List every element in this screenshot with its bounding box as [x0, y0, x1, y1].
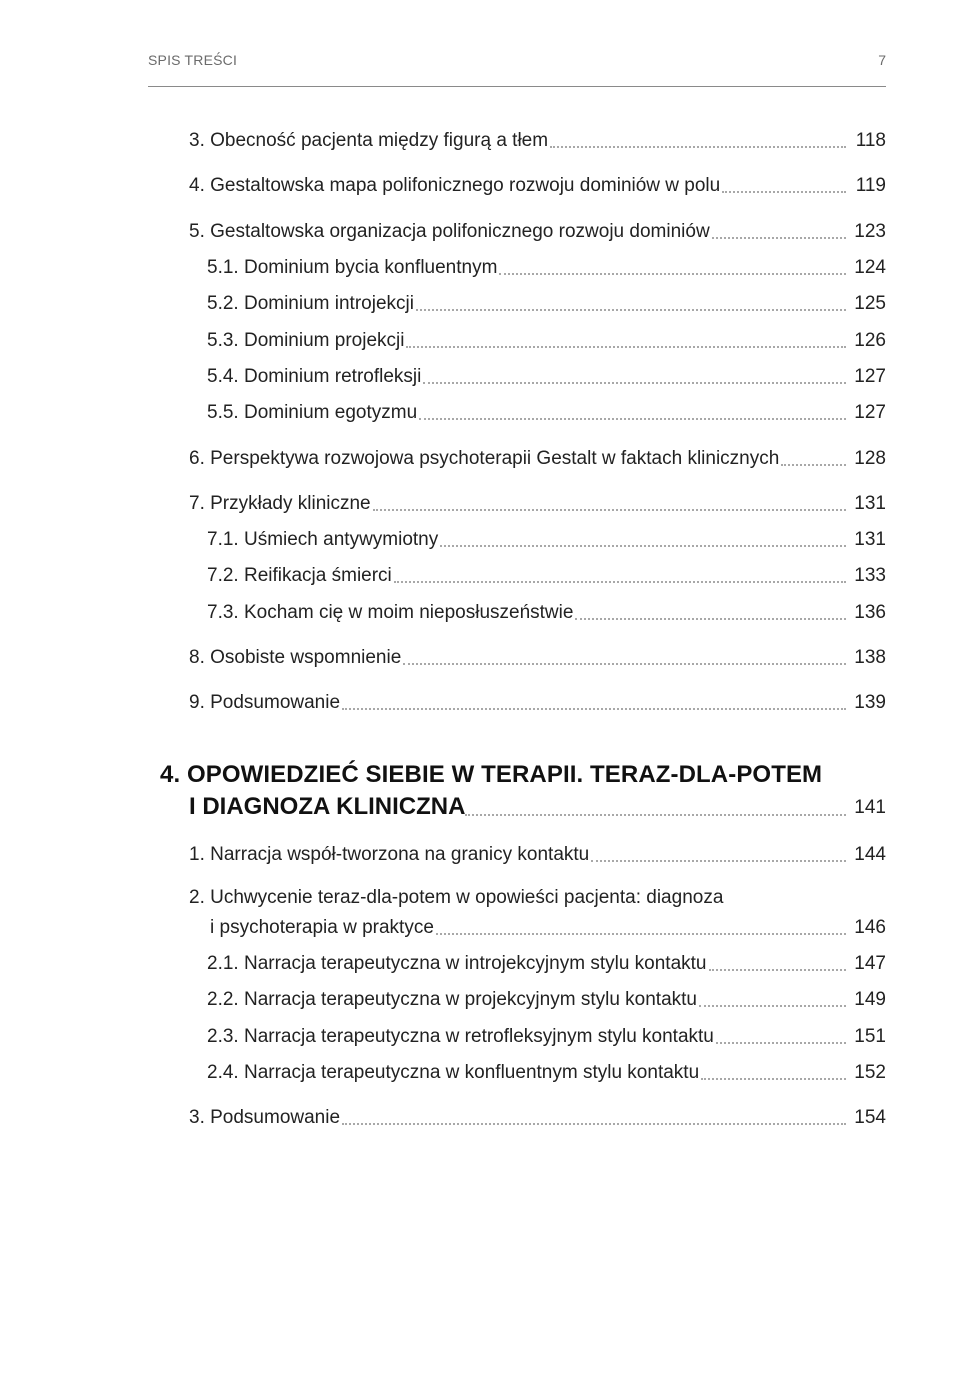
toc-entry-label: 5.1. Dominium bycia konfluentnym	[207, 257, 498, 278]
toc-entry-page: 123	[854, 221, 886, 242]
toc-subentry[interactable]	[0, 1059, 886, 1085]
toc-subentry[interactable]	[0, 1023, 886, 1049]
toc-entry-label: 1. Narracja współ-tworzona na granicy kontaktu	[189, 844, 590, 865]
toc-entry-label: 3. Obecność pacjenta między figurą a tłem	[189, 130, 549, 151]
dot-leader	[701, 1078, 846, 1080]
toc-entry-page: 131	[854, 493, 886, 514]
dot-leader	[342, 708, 846, 710]
toc-entry[interactable]	[0, 490, 886, 516]
toc-entry-label: 2.2. Narracja terapeutyczna w projekcyjnym stylu kontaktu	[207, 989, 697, 1010]
dot-leader	[419, 418, 846, 420]
toc-entry-label: i psychoterapia w praktyce	[210, 917, 434, 938]
dot-leader	[699, 1005, 846, 1007]
toc-entry-label: 7.2. Reifikacja śmierci	[207, 565, 392, 586]
toc-entry-page: 124	[854, 257, 886, 278]
toc-entry-label: 6. Perspektywa rozwojowa psychoterapii Gestalt w faktach klinicznych	[189, 448, 780, 469]
toc-entry-label: 2.1. Narracja terapeutyczna w introjekcyjnym stylu kontaktu	[207, 953, 707, 974]
dot-leader	[373, 509, 846, 511]
toc-subentry[interactable]	[0, 363, 886, 389]
toc-subentry[interactable]	[0, 986, 886, 1012]
toc-subentry[interactable]	[0, 327, 886, 353]
dot-leader	[722, 191, 846, 193]
toc-entry-page: 144	[854, 844, 886, 865]
dot-leader	[575, 618, 846, 620]
toc-entry-page: 149	[854, 989, 886, 1010]
chapter-heading-entry[interactable]	[0, 792, 886, 822]
toc-subentry[interactable]	[0, 399, 886, 425]
dot-leader	[712, 237, 846, 239]
toc-entry-label: 8. Osobiste wspomnienie	[189, 647, 402, 668]
toc-subentry[interactable]	[0, 599, 886, 625]
dot-leader	[465, 814, 846, 816]
dot-leader	[709, 969, 847, 971]
dot-leader	[591, 860, 846, 862]
toc-entry-page: 151	[854, 1026, 886, 1047]
dot-leader	[423, 382, 846, 384]
header-title: SPIS TREŚCI	[148, 52, 238, 68]
toc-entry-page: 126	[854, 330, 886, 351]
toc-subentry[interactable]	[0, 290, 886, 316]
toc-entry-label: 5.3. Dominium projekcji	[207, 330, 405, 351]
toc-entry-page: 147	[854, 953, 886, 974]
toc-entry-page: 131	[854, 529, 886, 550]
toc-entry-label: 4. Gestaltowska mapa polifonicznego rozwoju dominiów w polu	[189, 175, 721, 196]
running-header	[148, 52, 886, 72]
dot-leader	[416, 309, 846, 311]
toc-entry-page: 146	[854, 917, 886, 938]
dot-leader	[342, 1123, 846, 1125]
dot-leader	[436, 933, 846, 935]
toc-entry-label: 7.3. Kocham cię w moim nieposłuszeństwie	[207, 602, 574, 623]
toc-entry-label: 5.5. Dominium egotyzmu	[207, 402, 418, 423]
toc-subentry[interactable]	[0, 562, 886, 588]
toc-entry-page: 118	[855, 130, 886, 151]
toc-entry-label: 3. Podsumowanie	[189, 1107, 341, 1128]
header-rule	[148, 86, 886, 87]
toc-entry-page: 133	[854, 565, 886, 586]
dot-leader	[550, 146, 846, 148]
toc-entry-label-line1: 2. Uchwycenie teraz-dla-potem w opowieści pacjenta: diagnoza	[189, 887, 724, 908]
toc-entry-label: 5.4. Dominium retrofleksji	[207, 366, 422, 387]
dot-leader	[394, 581, 846, 583]
toc-entry-label: 2.3. Narracja terapeutyczna w retrofleksyjnym stylu kontaktu	[207, 1026, 714, 1047]
toc-entry-page: 138	[854, 647, 886, 668]
toc-entry[interactable]	[0, 218, 886, 244]
toc-entry-label: 5. Gestaltowska organizacja polifonicznego rozwoju dominiów	[189, 221, 710, 242]
header-page-number: 7	[878, 52, 886, 68]
toc-entry-page: 125	[854, 293, 886, 314]
toc-entry-page: 127	[854, 402, 886, 423]
toc-entry-page: 154	[854, 1107, 886, 1128]
toc-entry-page: 128	[854, 448, 886, 469]
dot-leader	[406, 346, 846, 348]
toc-entry-page: 139	[854, 692, 886, 713]
toc-entry[interactable]	[0, 172, 886, 198]
toc-entry-label: 5.2. Dominium introjekcji	[207, 293, 414, 314]
dot-leader	[440, 545, 846, 547]
toc-subentry[interactable]	[0, 950, 886, 976]
toc-entry[interactable]	[0, 1104, 886, 1130]
toc-entry-page: 136	[854, 602, 886, 623]
toc-entry-label: 9. Podsumowanie	[189, 692, 341, 713]
toc-entry-label: 7. Przykłady kliniczne	[189, 493, 371, 514]
toc-entry[interactable]	[0, 445, 886, 471]
toc-entry-page: 119	[855, 175, 886, 196]
toc-entry[interactable]	[0, 914, 886, 940]
chapter-heading-line2: I DIAGNOZA KLINICZNA	[189, 793, 466, 820]
toc-subentry[interactable]	[0, 526, 886, 552]
dot-leader	[499, 273, 846, 275]
dot-leader	[781, 464, 846, 466]
dot-leader	[716, 1042, 846, 1044]
toc-entry[interactable]	[0, 841, 886, 867]
toc-entry-page: 127	[854, 366, 886, 387]
toc-entry[interactable]	[0, 127, 886, 153]
chapter-heading-line1: 4. OPOWIEDZIEĆ SIEBIE W TERAPII. TERAZ-DLA-POTEM	[160, 761, 823, 788]
chapter-page: 141	[854, 797, 886, 818]
toc-entry-label: 2.4. Narracja terapeutyczna w konfluentnym stylu kontaktu	[207, 1062, 700, 1083]
toc-entry-label: 7.1. Uśmiech antywymiotny	[207, 529, 439, 550]
toc-entry-page: 152	[854, 1062, 886, 1083]
dot-leader	[403, 663, 846, 665]
toc-subentry[interactable]	[0, 254, 886, 280]
toc-entry[interactable]	[0, 689, 886, 715]
toc-entry[interactable]	[0, 644, 886, 670]
